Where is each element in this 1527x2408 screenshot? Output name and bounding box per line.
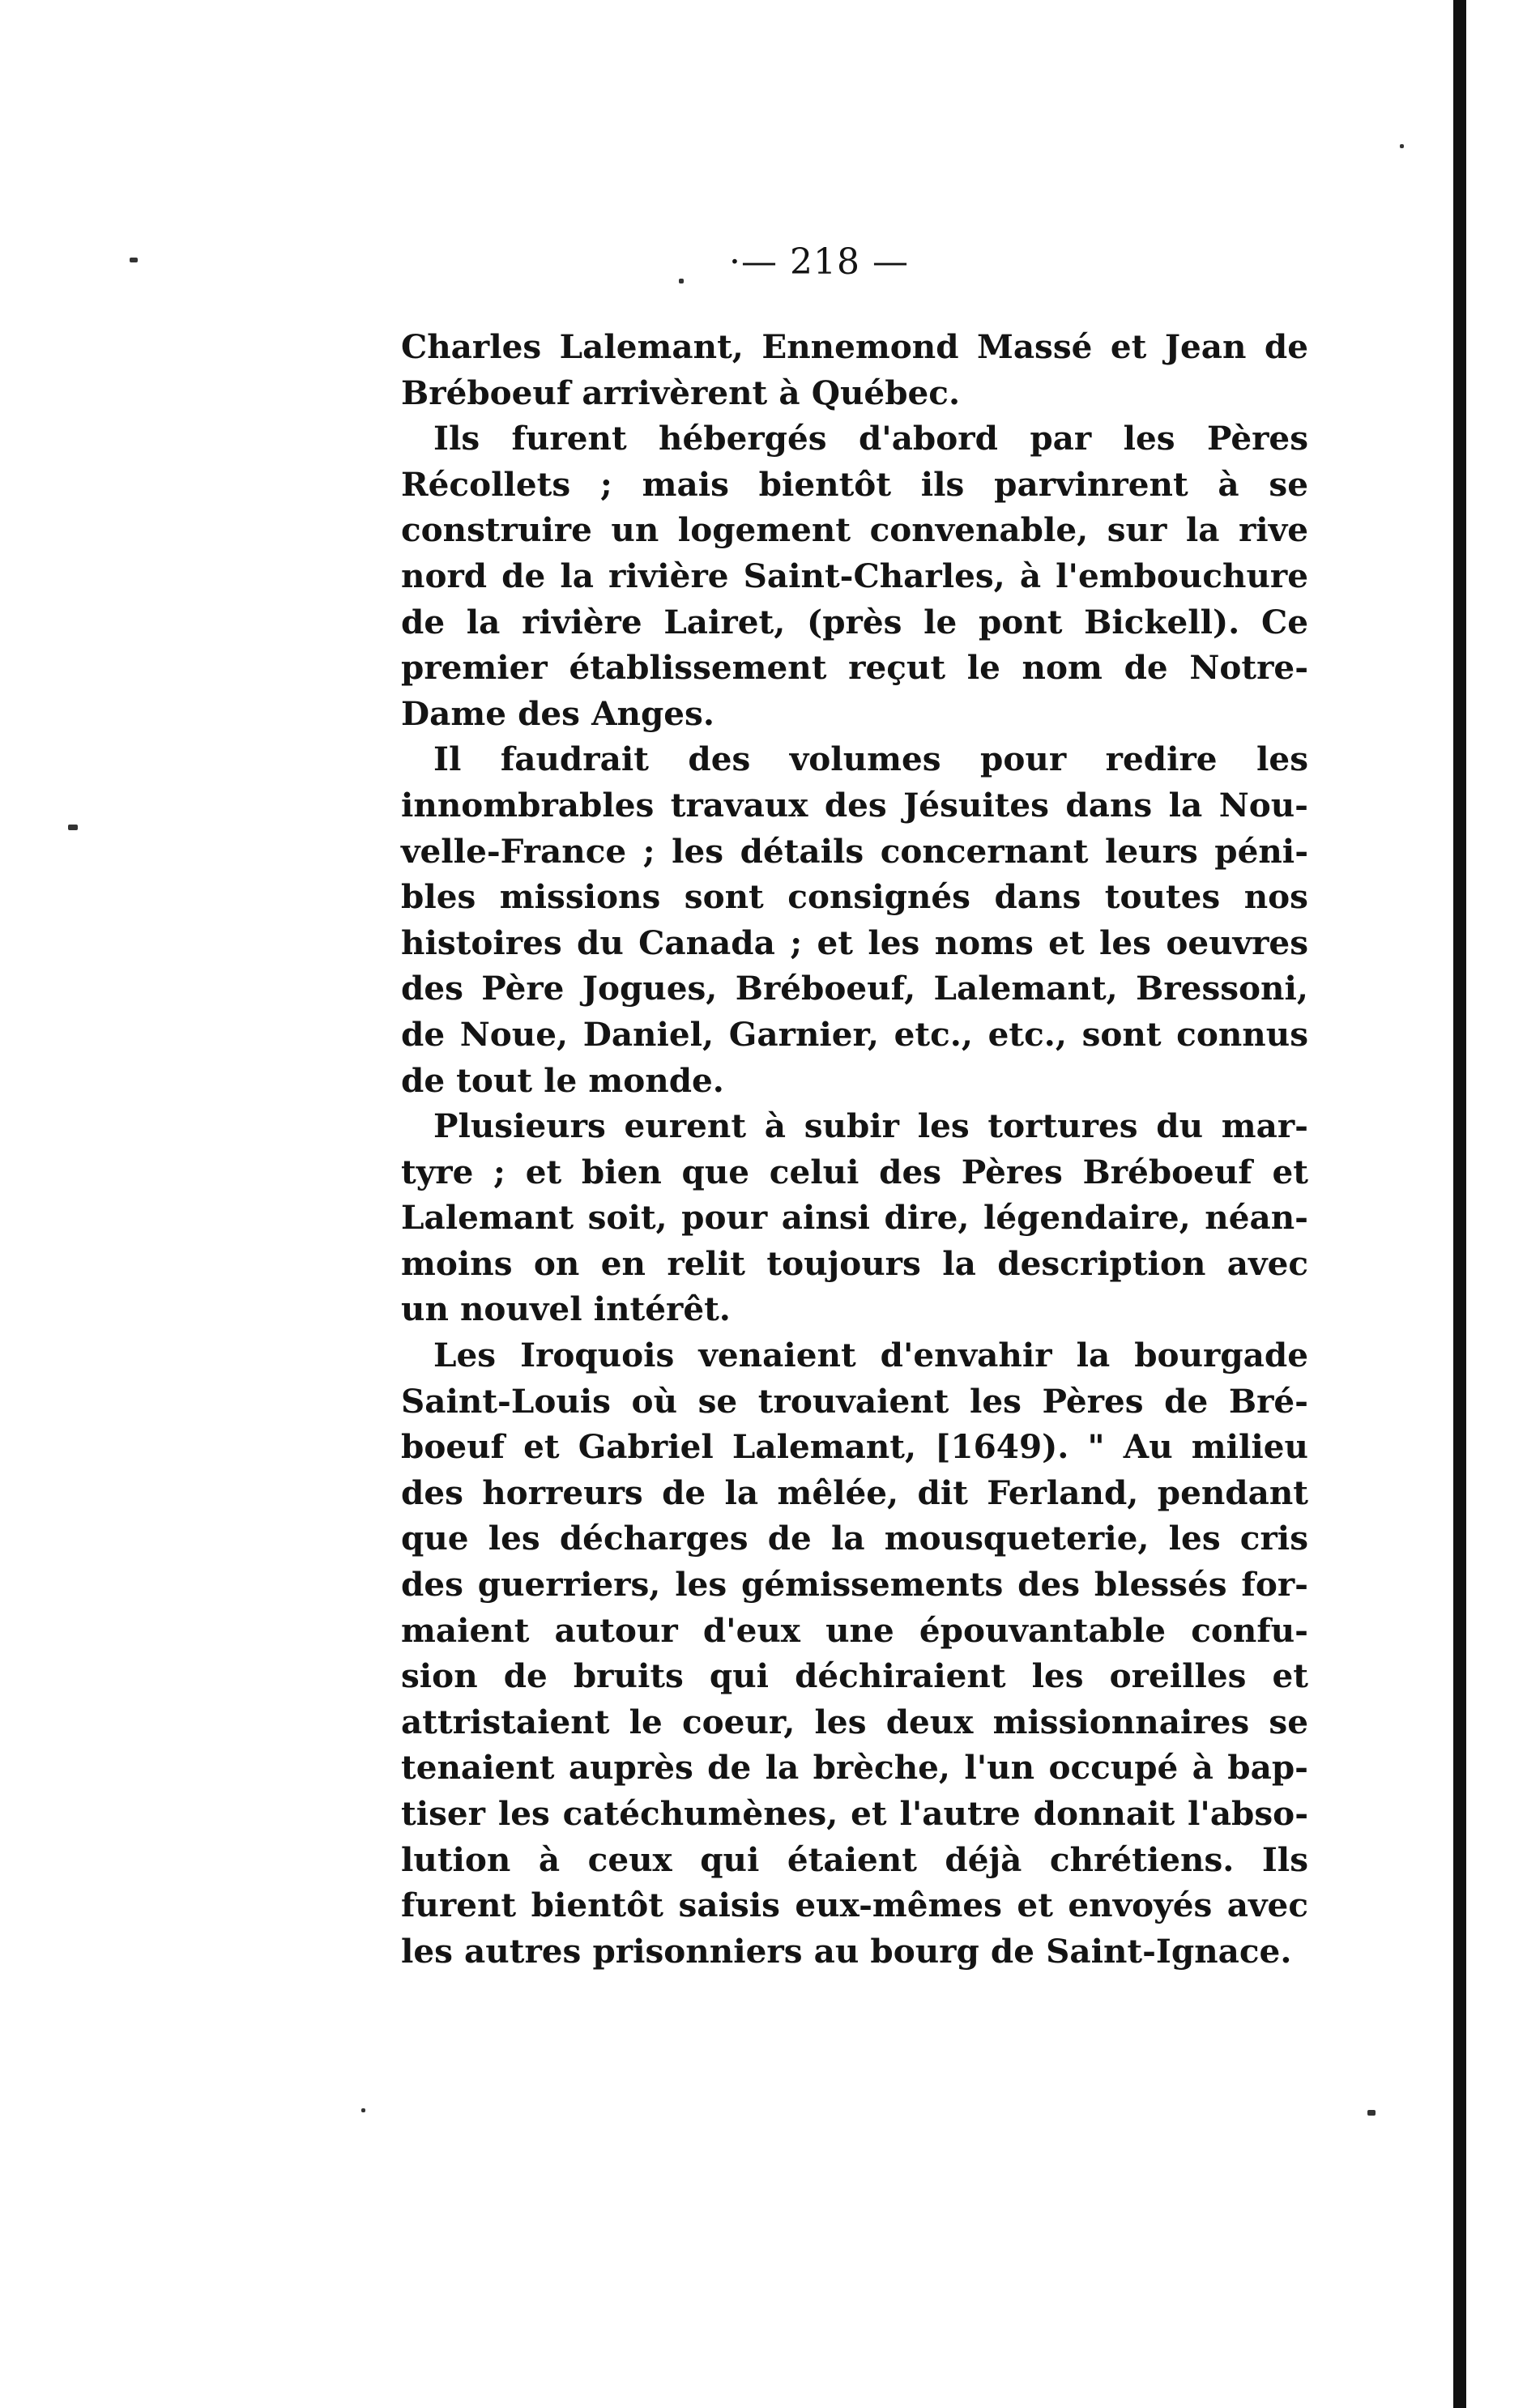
text-line: Charles Lalemant, Ennemond Massé et Jean de bbox=[401, 327, 1308, 366]
text-line: tyre ; et bien que celui des Pères Bréboeuf et bbox=[401, 1152, 1308, 1191]
text-line: Il faudrait des volumes pour redire les bbox=[433, 739, 1308, 779]
text-line: Plusieurs eurent à subir les tortures du mar- bbox=[433, 1106, 1308, 1146]
text-line: velle-France ; les détails concernant leurs péni- bbox=[401, 831, 1308, 871]
scan-speck bbox=[679, 279, 684, 283]
text-line: Lalemant soit, pour ainsi dire, légendaire, néan- bbox=[401, 1198, 1308, 1238]
text-line: de tout le monde. bbox=[401, 1060, 724, 1100]
scan-speck bbox=[361, 2108, 365, 2112]
text-line: boeuf et Gabriel Lalemant, [1649). " Au milieu bbox=[401, 1427, 1308, 1467]
scan-speck bbox=[68, 825, 78, 830]
text-line: lution à ceux qui étaient déjà chrétiens. Ils bbox=[401, 1839, 1308, 1879]
text-line: des Père Jogues, Bréboeuf, Lalemant, Bressoni, bbox=[401, 969, 1308, 1008]
text-line: innombrables travaux des Jésuites dans la Nou- bbox=[401, 785, 1308, 825]
text-line: Récollets ; mais bientôt ils parvinrent à se bbox=[401, 464, 1308, 504]
text-line: que les décharges de la mousqueterie, les cris bbox=[401, 1519, 1308, 1558]
text-line: les autres prisonniers au bourg de Saint-Ignace. bbox=[401, 1931, 1292, 1971]
text-line: un nouvel intérêt. bbox=[401, 1289, 731, 1329]
text-line: premier établissement reçut le nom de Notre- bbox=[401, 648, 1308, 688]
binding-edge bbox=[1453, 0, 1466, 2408]
scan-speck bbox=[1367, 2110, 1376, 2116]
text-line: Les Iroquois venaient d'envahir la bourgade bbox=[433, 1336, 1308, 1375]
text-line: des horreurs de la mêlée, dit Ferland, pendant bbox=[401, 1473, 1308, 1512]
text-line: Ils furent hébergés d'abord par les Pères bbox=[433, 419, 1308, 458]
text-line: attristaient le coeur, les deux missionnaires se bbox=[401, 1702, 1308, 1741]
text-line: de Noue, Daniel, Garnier, etc., etc., sont connus bbox=[401, 1014, 1308, 1054]
text-line: de la rivière Lairet, (près le pont Bickell). Ce bbox=[401, 602, 1308, 641]
body-text bbox=[401, 324, 1308, 1974]
page-number: ·— 218 — bbox=[729, 241, 909, 283]
text-line: Bréboeuf arrivèrent à Québec. bbox=[401, 373, 961, 412]
scan-speck bbox=[1400, 144, 1404, 148]
scan-speck bbox=[130, 258, 138, 262]
text-line: bles missions sont consignés dans toutes nos bbox=[401, 877, 1308, 917]
text-line: moins on en relit toujours la description avec bbox=[401, 1243, 1308, 1283]
text-line: histoires du Canada ; et les noms et les oeuvres bbox=[401, 923, 1308, 962]
text-line: nord de la rivière Saint-Charles, à l'embouchure bbox=[401, 556, 1308, 595]
text-line: Dame des Anges. bbox=[401, 693, 714, 733]
text-line: tenaient auprès de la brèche, l'un occupé à bap- bbox=[401, 1748, 1308, 1788]
text-line: sion de bruits qui déchiraient les oreilles et bbox=[401, 1656, 1308, 1696]
text-line: des guerriers, les gémissements des blessés for- bbox=[401, 1565, 1308, 1605]
text-line: construire un logement convenable, sur la rive bbox=[401, 510, 1308, 550]
text-line: maient autour d'eux une épouvantable confu- bbox=[401, 1610, 1308, 1650]
text-line: tiser les catéchumènes, et l'autre donnait l'abso- bbox=[401, 1794, 1308, 1833]
text-line: furent bientôt saisis eux-mêmes et envoyés avec bbox=[401, 1886, 1308, 1925]
text-line: Saint-Louis où se trouvaient les Pères de Bré- bbox=[401, 1381, 1308, 1421]
